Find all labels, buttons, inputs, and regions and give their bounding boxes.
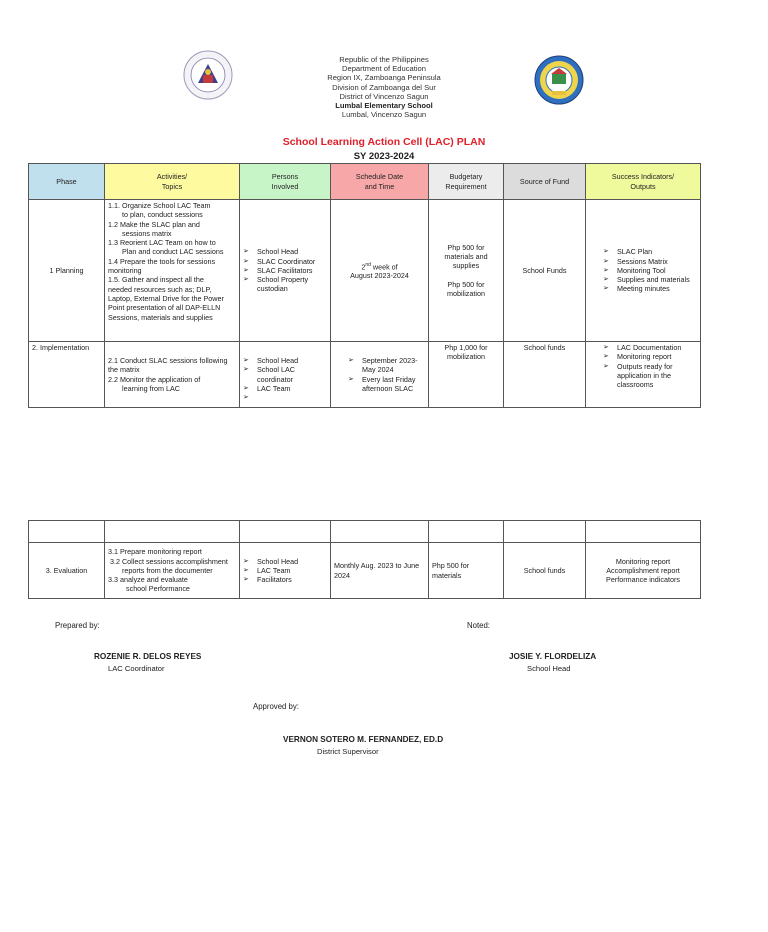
header-line: Department of Education bbox=[341, 64, 426, 74]
list-item: ➢ School LAC coordinator bbox=[243, 365, 327, 384]
activities-cell: 1.1. Organize School LAC Team to plan, conduct sessions 1.2 Make the SLAC plan and sessions matrix 1.3 Reorient LAC Team on how to Plan and conduct LAC sessions 1.4 Prepare the tools for sessions monitoring 1.5. Gather and inspect all the needed resources such as; DLP, Laptop, External Drive for the Power Point presentation of all DAP-ELLN Sessions, materials and supplies bbox=[105, 200, 240, 342]
school-address: Lumbal, Vincenzo Sagun bbox=[341, 110, 427, 120]
budget-cell: Php 500 for materials and supplies Php 500 for mobilization bbox=[429, 200, 504, 342]
letterhead bbox=[284, 55, 484, 119]
supervisor-name: VERNON SOTERO M. FERNANDEZ, ED.D bbox=[283, 735, 444, 744]
school-year: SY 2023-2024 bbox=[353, 151, 415, 162]
header-activities: Activities/ Topics bbox=[105, 164, 240, 200]
header-line: Republic of the Philippines bbox=[339, 55, 429, 64]
fund-cell: School Funds bbox=[504, 200, 586, 342]
list-item: ➢ SLAC Facilitators bbox=[243, 266, 327, 275]
header-line: Division of Zamboanga del Sur bbox=[332, 82, 436, 92]
deped-seal-icon bbox=[183, 50, 233, 100]
list-item: ➢ September 2023-May 2024 bbox=[348, 356, 425, 375]
document-title: School Learning Action Cell (LAC) PLAN bbox=[282, 136, 486, 148]
prepared-by-label: Prepared by: bbox=[55, 621, 100, 630]
activities-cell: 3.1 Prepare monitoring report 3.2 Collect sessions accomplishment reports from the documenter 3.3 analyze and evaluate school Performance bbox=[105, 543, 240, 599]
header-schedule: Schedule Date and Time bbox=[331, 164, 429, 200]
schedule-cell bbox=[331, 342, 429, 408]
header-success: Success Indicators/ Outputs bbox=[586, 164, 701, 200]
table-row-evaluation bbox=[29, 543, 701, 599]
table-header-row bbox=[29, 164, 701, 200]
lac-plan-table bbox=[28, 163, 701, 408]
table-row-implementation bbox=[29, 342, 701, 408]
header-line: District of Vincenzo Sagun bbox=[339, 91, 429, 101]
list-item: ➢ School Head bbox=[243, 557, 327, 566]
list-item: ➢ SLAC Coordinator bbox=[243, 257, 327, 266]
fund-cell: School funds bbox=[504, 543, 586, 599]
budget-cell: Php 1,000 for mobilization bbox=[429, 342, 504, 408]
coordinator-role: LAC Coordinator bbox=[108, 664, 165, 673]
header-phase: Phase bbox=[29, 164, 105, 200]
list-item: ➢ LAC Documentation bbox=[603, 343, 697, 352]
list-item: ➢ Supplies and materials bbox=[603, 275, 697, 284]
list-item: ➢ Sessions Matrix bbox=[603, 257, 697, 266]
phase-cell: 3. Evaluation bbox=[29, 543, 105, 599]
success-cell bbox=[586, 342, 701, 408]
header-budget: Budgetary Requirement bbox=[429, 164, 504, 200]
school-name: Lumbal Elementary School bbox=[335, 101, 433, 111]
list-item: ➢ Monitoring report bbox=[603, 352, 697, 361]
budget-cell: Php 500 for materials bbox=[429, 543, 504, 599]
approved-by-label: Approved by: bbox=[253, 702, 299, 711]
phase-cell: 1 Planning bbox=[29, 200, 105, 342]
schedule-cell: Monthly Aug. 2023 to June 2024 bbox=[331, 543, 429, 599]
phase-cell: 2. Implementation bbox=[29, 342, 105, 408]
list-item: ➢ Meeting minutes bbox=[603, 284, 697, 293]
fund-cell: School funds bbox=[504, 342, 586, 408]
noted-label: Noted: bbox=[467, 621, 490, 630]
list-item: ➢ School Property custodian bbox=[243, 275, 327, 294]
list-item: ➢ LAC Team bbox=[243, 566, 327, 575]
schedule-cell: 2nd week of August 2023-2024 bbox=[331, 200, 429, 342]
school-head-role: School Head bbox=[527, 664, 571, 673]
coordinator-name: ROZENIE R. DELOS REYES bbox=[94, 652, 202, 661]
persons-cell bbox=[240, 342, 331, 408]
header-persons: Persons Involved bbox=[240, 164, 331, 200]
header-line: Region IX, Zamboanga Peninsula bbox=[327, 73, 441, 83]
list-item: ➢ Every last Friday afternoon SLAC bbox=[348, 375, 425, 394]
success-cell: Monitoring report Accomplishment report Performance indicators bbox=[586, 543, 701, 599]
school-head-name: JOSIE Y. FLORDELIZA bbox=[509, 652, 597, 661]
table-row-planning bbox=[29, 200, 701, 342]
success-cell bbox=[586, 200, 701, 342]
list-item: ➢ LAC Team bbox=[243, 384, 327, 393]
empty-row bbox=[29, 521, 701, 543]
list-item: ➢ Outputs ready for application in the classrooms bbox=[603, 362, 697, 390]
list-item: ➢ SLAC Plan bbox=[603, 247, 697, 256]
supervisor-role: District Supervisor bbox=[317, 747, 379, 756]
lac-plan-table-continued bbox=[28, 520, 701, 599]
persons-cell bbox=[240, 200, 331, 342]
list-item: ➢ School Head bbox=[243, 247, 327, 256]
activities-cell: 2.1 Conduct SLAC sessions following the matrix 2.2 Monitor the application of learning from LAC bbox=[105, 342, 240, 408]
list-item: ➢ School Head bbox=[243, 356, 327, 365]
list-item: ➢ Monitoring Tool bbox=[603, 266, 697, 275]
persons-cell bbox=[240, 543, 331, 599]
header-fund: Source of Fund bbox=[504, 164, 586, 200]
list-item: ➢ Facilitators bbox=[243, 575, 327, 584]
lumbal-school-seal-icon bbox=[534, 55, 584, 105]
